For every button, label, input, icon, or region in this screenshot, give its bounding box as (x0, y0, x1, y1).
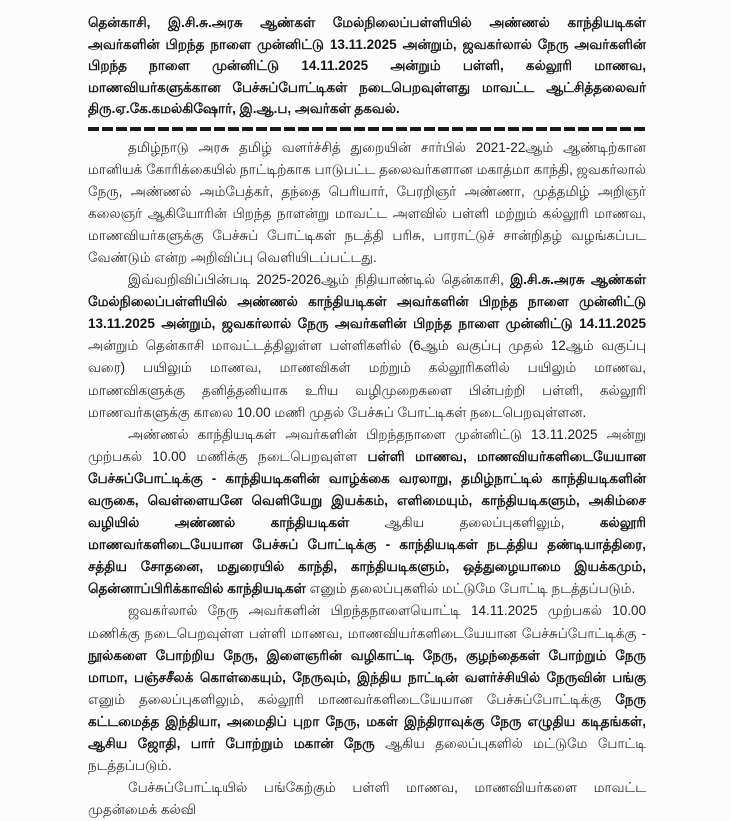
text-segment: எனும் தலைப்புகளில் மட்டுமே போட்டி நடத்தப்படும். (306, 581, 635, 596)
text-segment-bold: பள்ளி மாணவ, மாணவியர்களிடையேயான பேச்சுப்போட்டிக்கு - காந்தியடிகளின் வாழ்க்கை வரலாறு, தமிழ்நாட்டில் காந்தியடிகளின் வருகை, வெள்ளையனே வெளியேறு இயக்கம், எளிமையும், காந்தியடிகளும், அகிம்சை வழியில் அண்ணல் காந்தியடிகள் (88, 449, 646, 530)
text-segment: அண்ணல் காந்தியடிகள் அவர்களின் பிறந்தநாளை முன்னிட்டு 13.11.2025 அன்று முற்பகல் 10.00 மணிக்கு நடைபெறவுள்ள (88, 427, 646, 464)
paragraph-1 (88, 137, 646, 270)
paragraph-3 (88, 424, 646, 601)
text-segment: ஜவகர்லால் நேரு அவர்களின் பிறந்தநாளையொட்டி 14.11.2025 முற்பகல் 10.00 மணிக்கு நடைபெறவுள்ள பள்ளி மாணவ, மாணவியர்களிடையேயான பேச்சுப்போட்டிக்கு - (88, 603, 646, 640)
text-segment: இவ்வறிவிப்பின்படி 2025-2026ஆம் நிதியாண்டில் தென்காசி, (128, 272, 510, 287)
paragraph-5 (88, 777, 646, 821)
paragraph-2 (88, 269, 646, 424)
paragraph-4 (88, 600, 646, 777)
text-segment: அன்றும் தென்காசி மாவட்டத்திலுள்ள பள்ளிகளில் (6ஆம் வகுப்பு முதல் 12ஆம் வகுப்பு வரை) பயிலும் மாணவ, மாணவிகள் மற்றும் கல்லூரிகளில் பயிலும் மாணவ, மாணவிகளுக்கு தனித்தனியாக உரிய வழிமுறைகளை பின்பற்றி பள்ளி, கல்லூரி மாணவர்களுக்கு காலை 10.00 மணி முதல் பேச்சுப் போட்டிகள் நடைபெறவுள்ளன. (88, 338, 646, 419)
text-segment: தமிழ்நாடு அரசு தமிழ் வளர்ச்சித் துறையின் சார்பில் 2021-22ஆம் ஆண்டிற்கான மானியக் கோரிக்கையில் நாட்டிற்காக பாடுபட்ட தலைவர்களான மகாத்மா காந்தி, ஜவகர்லால் நேரு, அண்ணல் அம்பேத்கர், தந்தை பெரியார், பேரறிஞர் அண்ணா, முத்தமிழ் அறிஞர் கலைஞர் ஆகியோரின் பிறந்த நாளன்று மாவட்ட அளவில் பள்ளி மற்றும் கல்லூரி மாணவ, மாணவியர்களுக்கு பேச்சுப் போட்டிகள் நடத்தி பரிசு, பாராட்டுச் சான்றிதழ் வழங்கப்பட வேண்டும் என்ற அறிவிப்பு வெளியிடப்பட்டது. (88, 140, 646, 265)
text-segment-bold: நேரு கட்டமைத்த இந்தியா, அமைதிப் புறா நேரு, மகள் இந்திராவுக்கு நேரு எழுதிய கடிதங்கள், ஆசிய ஜோதி, பார் போற்றும் மகான் நேரு (88, 692, 646, 751)
text-segment-bold: இ.சி.சு.அரசு ஆண்கள் மேல்நிலைப்பள்ளியில் அண்ணல் காந்தியடிகள் அவர்களின் பிறந்த நாளை முன்னிட்டு 13.11.2025 அன்றும், ஜவகர்லால் நேரு அவர்களின் பிறந்த நாளை முன்னிட்டு 14.11.2025 (88, 272, 646, 331)
text-segment: எனும் தலைப்புகளிலும், கல்லூரி மாணவர்களிடையேயான பேச்சுப்போட்டிக்கு (88, 692, 615, 707)
text-segment: ஆகிய தலைப்புகளிலும், (349, 515, 600, 530)
text-segment: பேச்சுப்போட்டியில் பங்கேற்கும் பள்ளி மாணவ, மாணவியர்களை மாவட்ட முதன்மைக் கல்வி (88, 780, 646, 817)
text-segment: ஆகிய தலைப்புகளில் மட்டுமே போட்டி நடத்தப்படும். (88, 736, 646, 773)
document-body (88, 137, 646, 821)
text-segment-bold: கல்லூரி மாணவர்களிடையேயான பேச்சுப் போட்டிக்கு - காந்தியடிகள் நடத்திய தண்டியாத்திரை, சத்திய சோதனை, மதுரையில் காந்தி, காந்தியடிகளும், ஒத்துழையாமை இயக்கமும், தென்னாப்பிரிக்காவில் காந்தியடிகள் (88, 515, 646, 596)
separator-line (88, 127, 646, 131)
document-header: தென்காசி, இ.சி.சு.அரசு ஆண்கள் மேல்நிலைப்பள்ளியில் அண்ணல் காந்தியடிகள் அவர்களின் பிறந்த நாளை முன்னிட்டு 13.11.2025 அன்றும், ஜவகர்லால் நேரு அவர்களின் பிறந்த நாளை முன்னிட்டு 14.11.2025 அன்றும் பள்ளி, கல்லூரி மாணவ, மாணவியர்களுக்கான பேச்சுப்போட்டிகள் நடைபெறவுள்ளது மாவட்ட ஆட்சித்தலைவர் திரு.ஏ.கே.கமல்கிஷோர், இ.ஆ.ப, அவர்கள் தகவல். (88, 12, 646, 120)
text-segment-bold: நூல்களை போற்றிய நேரு, இளைஞரின் வழிகாட்டி நேரு, குழந்தைகள் போற்றும் நேரு மாமா, பஞ்சசீலக் கொள்கையும், நேருவும், இந்திய நாட்டின் வளர்ச்சியில் நேருவின் பங்கு (88, 648, 646, 685)
